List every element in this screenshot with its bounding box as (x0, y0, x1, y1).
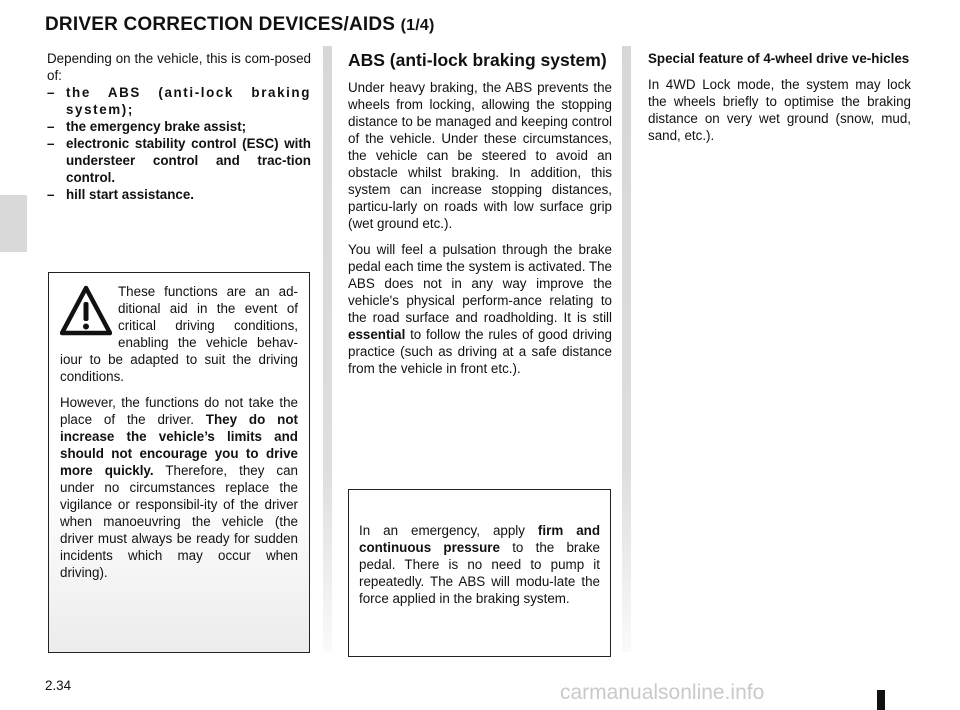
list-dash: – (47, 187, 55, 202)
list-item-text: electronic stability control ( (66, 136, 247, 151)
fourwd-column (648, 50, 911, 153)
fourwd-paragraph: In 4WD Lock mode, the system may lock the wheels briefly to optimise the braking distance on very wet ground (snow, mud, sand, etc.). (648, 77, 911, 143)
warning-triangle-icon (60, 285, 112, 337)
note-emphasis: firm and continuous pressure (359, 523, 600, 555)
list-item-text: hill start assistance. (66, 187, 195, 202)
abs-heading: ABS (anti-lock braking system) (348, 50, 607, 70)
intro-column (47, 50, 311, 203)
warning-box (48, 272, 310, 653)
list-item-text: ) with understeer control and trac-tion control. (66, 136, 311, 185)
abs-paragraph: Under heavy braking, the ABS prevents the wheels from locking, allowing the stopping distance to be managed and keeping control of the vehicle. Under these circumstances, the vehicle can be steered to avoid an obstacle whilst braking. In addition, this system can increase stopping distances, particu-larly on roads with low surface grip (wet ground etc.). (348, 80, 612, 231)
abs-paragraph (348, 241, 612, 377)
note-box (348, 489, 611, 657)
watermark: carmanualsonline.info (560, 681, 765, 704)
abs-column (348, 50, 612, 386)
chapter-tab (0, 195, 27, 252)
esc-code: ESC (246, 136, 275, 151)
list-item-text: the emergency brake assist; (66, 119, 247, 134)
corner-mark (877, 690, 885, 710)
list-dash: – (47, 119, 55, 134)
page-title (45, 14, 435, 36)
note-text: to the brake pedal. There is no need to pump it repeatedly. The ABS will modu-late the force applied in the braking system. (359, 540, 600, 606)
warning-text: Therefore, they can under no circumstances replace the vigilance or responsibil-ity of the driver when manoeuvring the vehicle (the driver must always be ready for sudden incidents which may occur when driving). (60, 463, 298, 580)
warning-emphasis: They do not increase the vehicle’s limits and should not encourage you to drive more quickly. (60, 412, 298, 478)
abs-emphasis: essential (348, 327, 406, 342)
page-title-text: DRIVER CORRECTION DEVICES/AIDS (45, 14, 396, 35)
abs-text: to follow the rules of good driving practice (such as driving at a safe distance from the vehicle in front etc.). (348, 327, 612, 376)
list-item (47, 118, 311, 135)
warning-text: However, the functions do not take the place of the driver. (60, 395, 298, 427)
abs-text: You will feel a pulsation through the brake pedal each time the system is activated. The ABS does not in any way improve the vehicle's physical perform-ance relating to the road surface and roadholding. It is still (348, 242, 612, 325)
fourwd-heading: Special feature of 4-wheel drive ve-hicles (648, 51, 910, 66)
list-item-text: the ABS (anti-lock braking system); (66, 85, 311, 117)
warning-paragraph: These functions are an ad-ditional aid in the event of critical driving conditions, enabling the vehicle behav-iour to be adapted to suit the driving conditions. (60, 284, 298, 384)
warning-paragraph (60, 394, 298, 581)
note-text: In an emergency, apply (359, 523, 538, 538)
list-dash: – (47, 136, 55, 151)
page-number: 2.34 (45, 678, 72, 693)
list-dash: – (47, 85, 55, 100)
list-item (47, 135, 311, 186)
feature-list (47, 84, 311, 203)
column-divider-left (323, 46, 332, 652)
column-divider-right (622, 46, 631, 652)
list-item (47, 186, 311, 203)
page-title-part: (1/4) (400, 17, 435, 34)
list-item (47, 84, 311, 118)
intro-text: Depending on the vehicle, this is com-posed of: (47, 51, 311, 83)
